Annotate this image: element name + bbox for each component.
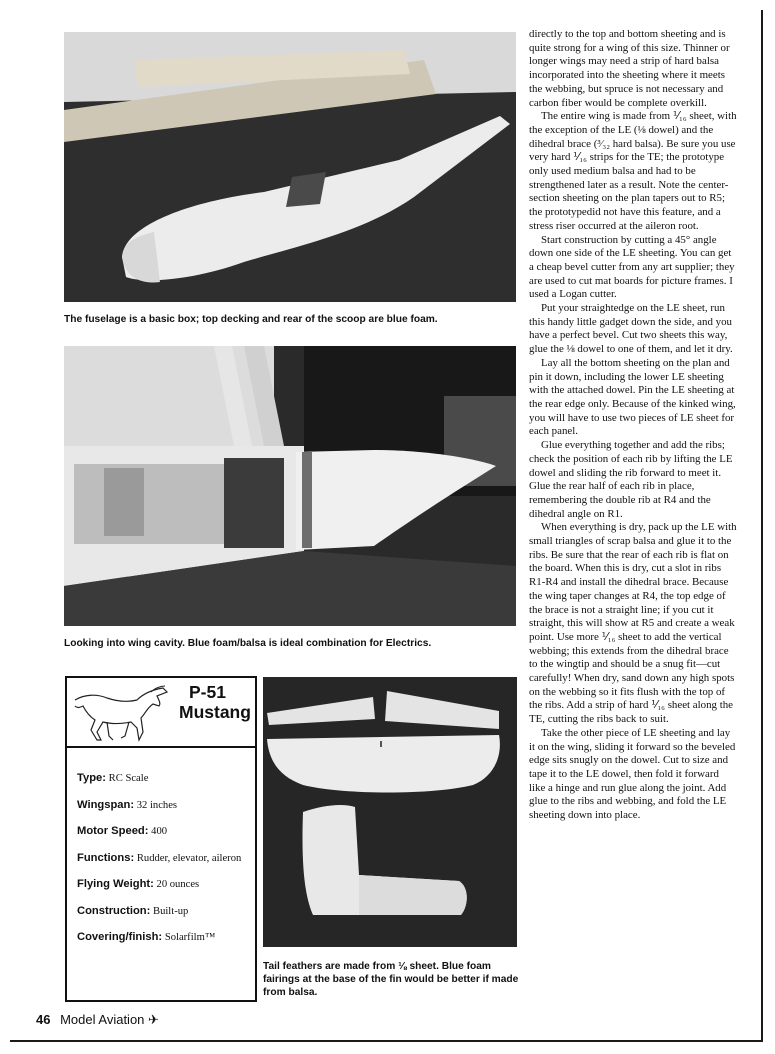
- spec-row-type: [77, 772, 249, 786]
- spec-value: 400: [151, 826, 168, 837]
- spec-value: RC Scale: [108, 773, 149, 784]
- article-paragraph: Start construction by cutting a 45° angle down one side of the LE sheeting. You can get a cheap bevel cutter from any art supplier; they are used to cut mat boards for picture frames. I used a Logan cutter.: [529, 233, 735, 301]
- spec-label: Wingspan:: [77, 798, 135, 811]
- spec-row-construction: [77, 905, 249, 919]
- spec-value: 20 ounces: [156, 879, 200, 890]
- spec-label: Type:: [77, 772, 107, 784]
- airplane-icon: ✈: [148, 1012, 159, 1027]
- article-paragraph: The entire wing is made from ⅟₁₆ sheet, with the exception of the LE (⅛ dowel) and the dihedral brace (³⁄₃₂ hard balsa). Be sure you use very hard ⅟₁₆ strips for the TE; the prototype only used medium balsa and had to be strengthened later as a result. Note the center-section sheeting on the plan tapers out to R5; the prototypedid not have this feature, and a stress riser occurred at the aileron root.: [529, 110, 737, 232]
- caption-fuselage: The fuselage is a basic box; top decking and rear of the scoop are blue foam.: [64, 314, 438, 325]
- spec-label: Construction:: [77, 904, 151, 917]
- spec-label: Flying Weight:: [77, 878, 154, 890]
- spec-row-covering: [77, 931, 249, 945]
- article-paragraph: Lay all the bottom sheeting on the plan and pin it down, including the lower LE sheeting with the attached dowel. Pin the LE sheeting at the rear edge only. Because of the kinked wing, you will have to use two pieces of LE sheet for each panel.: [529, 356, 736, 438]
- article-paragraph: Glue everything together and add the ribs; check the position of each rib by lifting the LE dowel and sliding the rib forward to meet it. Glue the rear half of each rib in place, remembering the double rib at R4 and the dihedral angle on R1.: [529, 439, 733, 520]
- aircraft-name-line1: P-51: [189, 682, 226, 702]
- specs-box: [65, 676, 257, 1002]
- photo-tail-feathers: [263, 677, 517, 947]
- article-paragraph: When everything is dry, pack up the LE with small triangles of scrap balsa and glue it to the ribs. Be sure that the rear of each rib is flat on the board. When this is dry, cut a slot in ribs R1-R4 and install the dihedral brace. Because the wing taper changes at R4, the top edge of the brace is not a straight line; if you cut it straight, this will show at R5 and create a weak point. Use more ⅟₁₆ sheet to add the vertical webbing; this extends from the dihedral brace to the wingtip and should be a snug fit—cut carefully! When dry, sand down any high spots on the webbing so it fits flush with the top of the ribs. Add a strip of hard ⅟₁₆ sheet along the TE, cutting the ribs back to suit.: [529, 521, 737, 726]
- spec-row-functions: [77, 852, 249, 866]
- photo-wing-cavity: [64, 346, 516, 626]
- spec-value: Rudder, elevator, aileron: [136, 852, 242, 864]
- caption-tail-feathers: Tail feathers are made from ⅛ sheet. Blue foam fairings at the base of the fin would be better if made from balsa.: [263, 961, 519, 998]
- spec-label: Covering/finish:: [77, 931, 163, 943]
- magazine-name: Model Aviation: [60, 1012, 145, 1027]
- article-paragraph: directly to the top and bottom sheeting and is quite strong for a wing of this size. Thinner or longer wings may need a strip of hard balsa incorporated into the sheeting where it meets the webbing, but spruce is not necessary and carbon fiber would be complete overkill.: [529, 28, 730, 109]
- specs-list: [77, 772, 249, 958]
- aircraft-name: [179, 682, 255, 722]
- spec-value: Solarfilm™: [164, 932, 216, 943]
- photo-fuselage: [64, 32, 516, 302]
- caption-wing-cavity: Looking into wing cavity. Blue foam/balsa is ideal combination for Electrics.: [64, 638, 432, 649]
- spec-label: Functions:: [77, 851, 135, 864]
- page-footer: [36, 1012, 159, 1028]
- spec-value: 32 inches: [136, 799, 178, 811]
- article-paragraph: Take the other piece of LE sheeting and lay it on the wing, sliding it forward so the beveled edge sits snugly on the dowel. Cut to size and tape it to the LE dowel, then fold it forward like a hinge and run glue along the joint. Add glue to the ribs and webbing, and fold the LE sheeting down into place.: [529, 726, 736, 822]
- spec-value: Built-up: [153, 905, 189, 917]
- specs-header: [67, 678, 255, 748]
- spec-row-motor-speed: [77, 825, 249, 839]
- article-column: [529, 28, 737, 823]
- article-paragraph: Put your straightedge on the LE sheet, run this handy little gadget down the side, and you have a perfect bevel. Cut two sheets this way, glue the ⅛ dowel to one of them, and let it dry.: [529, 302, 733, 356]
- spec-label: Motor Speed:: [77, 825, 149, 837]
- aircraft-name-line2: Mustang: [179, 702, 251, 722]
- horse-logo-icon: [71, 682, 171, 744]
- page-number: 46: [36, 1012, 51, 1027]
- spec-row-flying-weight: [77, 878, 249, 892]
- spec-row-wingspan: [77, 799, 249, 813]
